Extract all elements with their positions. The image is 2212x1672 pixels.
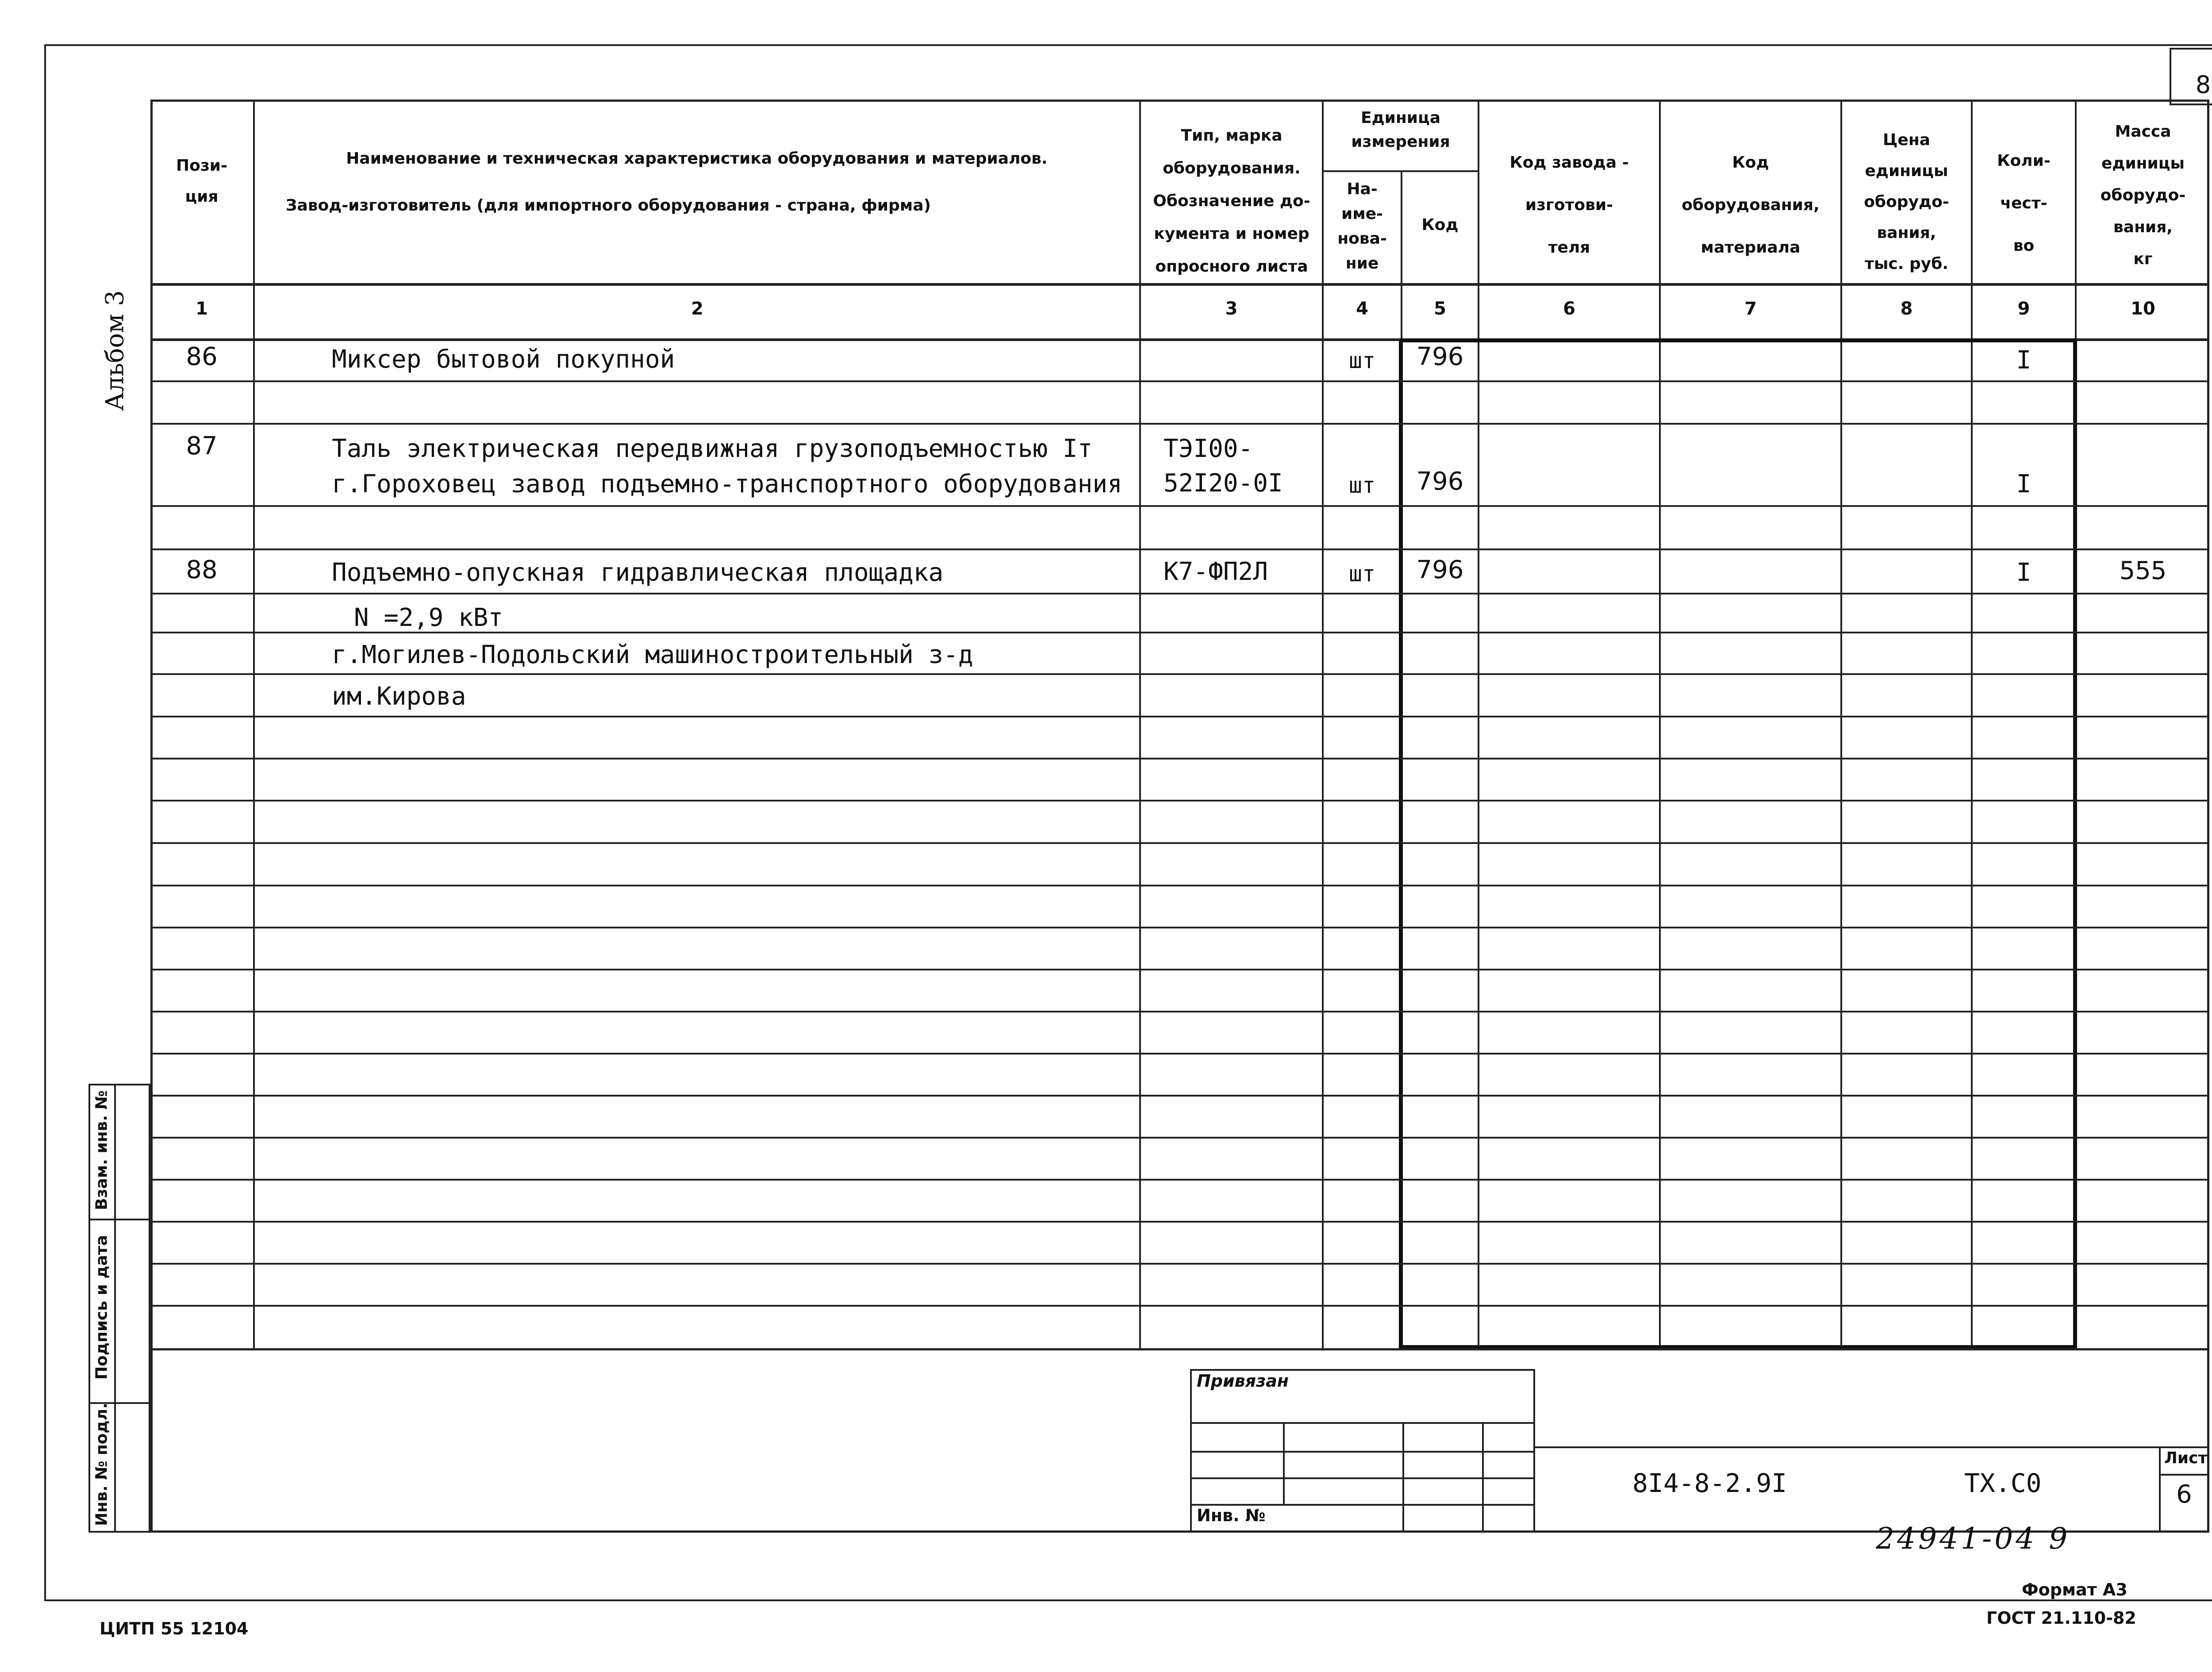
sheet-label: Лист [2164,1449,2208,1467]
sheet-number: 6 [2176,1480,2192,1509]
col-line-2 [1139,100,1141,1349]
row-87-name: Таль электрическая передвижная грузоподъемностью Iт [332,434,1093,463]
privyazan-label: Привязан [1197,1371,1289,1391]
citp-label: ЦИТП 55 12104 [100,1619,249,1638]
sheet-box-divider [2159,1474,2209,1476]
row-88-maker2: им.Кирова [332,682,466,711]
handwritten-number: 24941-04 9 [1876,1522,2070,1556]
inv-no-label: Инв. № [1197,1506,1266,1525]
header-col7: Код оборудования, материала [1682,153,1820,257]
header-col4: На- име- нова- ние [1337,180,1387,272]
colnum-5: 5 [1434,299,1446,319]
row-88-type: К7-ФП2Л [1164,557,1268,586]
header-col10: Масса единицы оборудо- вания, кг [2100,123,2186,268]
title-block-top [1535,1446,2209,1448]
thick-top [1399,338,2077,342]
side-stamp-inv: Инв. № подл. [92,1403,111,1526]
colnum-3: 3 [1225,299,1238,319]
colnum-4: 4 [1356,299,1368,319]
header-col1: Пози- ция [176,157,227,206]
header-col9: Коли- чест- во [1997,152,2051,255]
colnum-9: 9 [2017,299,2030,319]
header-col3: Тип, марка оборудования. Обозначение до- кумента и номер опросного листа [1153,127,1310,276]
sheet-corner-number: 8 [2195,71,2211,99]
row-88-pos: 88 [186,556,218,584]
section-code: ТХ.С0 [1964,1468,2042,1498]
colnum-1: 1 [196,299,208,319]
side-stamp-h1 [88,1219,150,1220]
row-88-maker: г.Могилев-Подольский машиностроительный з-д [332,640,973,669]
col-line-8 [1971,100,1973,1349]
header-col8: Цена единицы оборудо- вания, тыс. руб. [1864,131,1949,273]
header-unit-group: Единица измерения [1351,109,1450,151]
header-divider [150,283,2209,286]
row-87b-type: 52I20-0I [1164,469,1283,498]
row-87b-code: 796 [1416,467,1464,496]
side-stamp-divider [114,1084,116,1533]
row-88-name: Подъемно-опускная гидравлическая площадка [332,558,944,587]
row-87-pos: 87 [186,432,218,460]
col-line-1 [253,100,255,1349]
row-86-unit: шт [1348,348,1376,373]
row-87-type: ТЭI00- [1164,434,1253,463]
header-col2-line1: Наименование и техническая характеристика оборудования и материалов. [346,150,1048,168]
row-88-power: N =2,9 кВт [354,603,503,632]
doc-code: 8I4-8-2.9I [1632,1468,1787,1498]
gost-label: ГОСТ 21.110-82 [1986,1608,2136,1628]
row-86-pos: 86 [186,342,218,371]
colnum-8: 8 [1900,299,1913,319]
side-stamp-podpis: Подпись и дата [92,1235,111,1380]
row-88-qty: I [2016,558,2032,587]
unit-group-divider [1322,170,1478,172]
row-88-unit: шт [1348,561,1376,587]
colnum-10: 10 [2131,299,2155,319]
col-line-7 [1840,100,1842,1349]
colnum-7: 7 [1744,299,1757,319]
header-col2-line2: Завод-изготовитель (для импортного оборудования - страна, фирма) [285,196,931,215]
row-87b-unit: шт [1348,472,1376,498]
colnum-6: 6 [1563,299,1575,319]
col-line-6 [1659,100,1661,1349]
header-col5: Код [1421,216,1459,234]
row-86-qty: I [2016,346,2032,375]
album-label: Альбом 3 [100,290,130,411]
colnum-2: 2 [691,299,703,319]
row-86-code: 796 [1416,342,1464,371]
side-stamp-vzam: Взам. инв. № [92,1090,111,1210]
body-bottom [150,1348,2209,1350]
privyazan-v2 [1402,1422,1404,1533]
row-88-code: 796 [1416,556,1464,584]
privyazan-v1 [1283,1422,1285,1504]
header-col6: Код завода - изготови- теля [1509,153,1629,257]
row-87b-name: г.Гороховец завод подъемно-транспортного оборудования [332,470,1122,499]
row-87b-qty: I [2016,470,2032,499]
row-88-mass: 555 [2119,556,2167,585]
privyazan-v3 [1482,1422,1484,1533]
col-line-5 [1478,100,1479,1349]
row-86-name: Миксер бытовой покупной [332,345,675,374]
format-label: Формат А3 [2022,1580,2128,1599]
col-line-3 [1322,100,1324,1349]
